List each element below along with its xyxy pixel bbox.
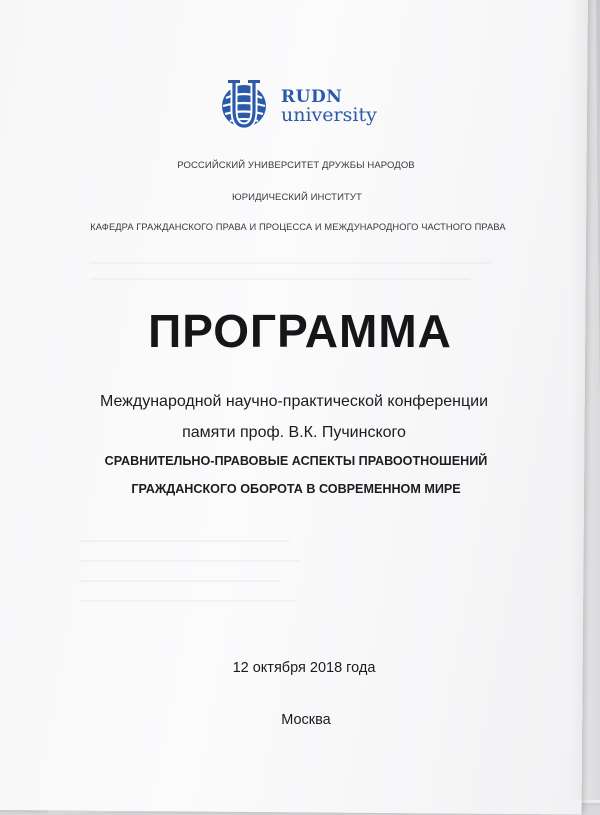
subtitle-line-2: памяти проф. В.К. Пучинского: [182, 424, 406, 441]
conference-city: Москва: [281, 712, 331, 728]
logo-line2: university: [281, 104, 377, 126]
logo-wordmark: [281, 88, 377, 124]
document-title: ПРОГРАММА: [148, 305, 452, 357]
subtitle-line-1: Международной научно-практической конференции: [99, 393, 489, 410]
university-name: РОССИЙСКИЙ УНИВЕРСИТЕТ ДРУЖБЫ НАРОДОВ: [177, 160, 415, 171]
conference-date: 12 октября 2018 года: [232, 660, 376, 676]
institute-name: ЮРИДИЧЕСКИЙ ИНСТИТУТ: [232, 192, 362, 203]
topic-line-2: ГРАЖДАНСКОГО ОБОРОТА В СОВРЕМЕННОМ МИРЕ: [131, 482, 461, 496]
department-name: КАФЕДРА ГРАЖДАНСКОГО ПРАВА И ПРОЦЕССА И МЕЖДУНАРОДНОГО ЧАСТНОГО ПРАВА: [90, 222, 506, 232]
topic-line-1: СРАВНИТЕЛЬНО-ПРАВОВЫЕ АСПЕКТЫ ПРАВООТНОШЕНИЙ: [104, 454, 488, 468]
logo-line1: RUDN: [281, 87, 343, 107]
